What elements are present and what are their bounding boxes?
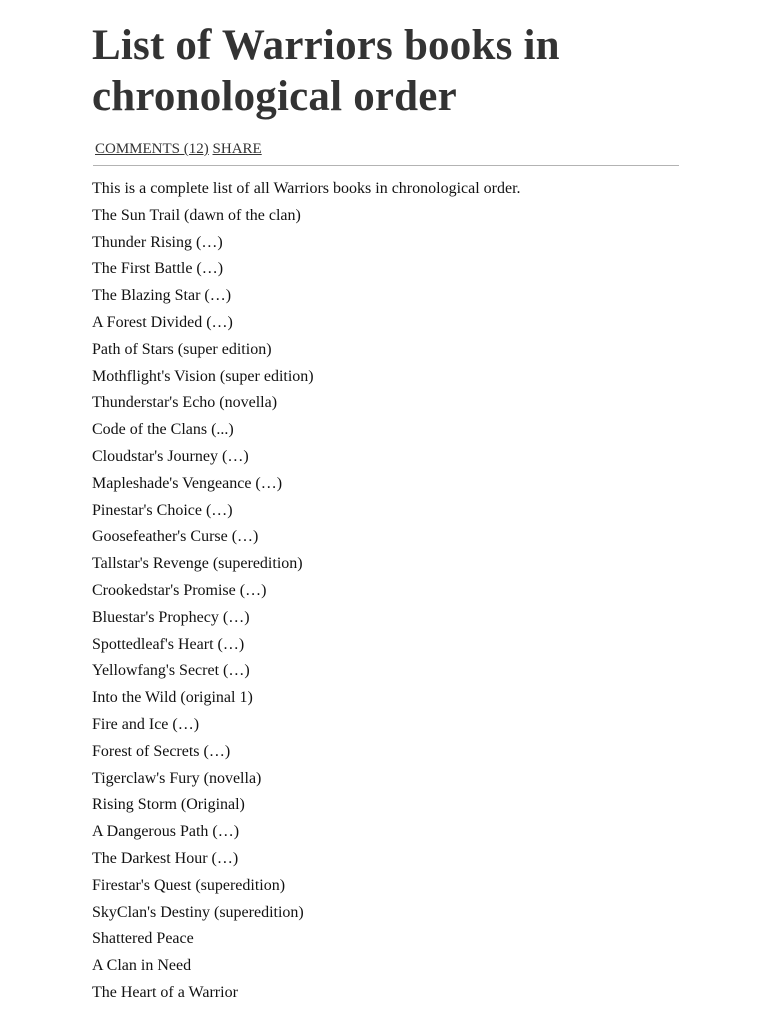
share-link[interactable]: SHARE — [212, 141, 262, 157]
list-item: Bluestar's Prophecy (…) — [92, 608, 250, 626]
article-actions — [95, 139, 680, 159]
list-item: The First Battle (…) — [92, 260, 224, 278]
list-item: Spottedleaf's Heart (…) — [92, 635, 245, 653]
list-item: Tallstar's Revenge (superedition) — [92, 555, 303, 573]
list-item: Thunder Rising (…) — [92, 233, 223, 251]
comments-link[interactable]: COMMENTS (12) — [95, 141, 209, 157]
list-item: Fire and Ice (…) — [92, 715, 200, 733]
list-item: Mothflight's Vision (super edition) — [92, 367, 314, 385]
list-item: The Heart of a Warrior — [92, 983, 238, 1001]
list-item: Shattered Peace — [92, 930, 194, 948]
list-item: Yellowfang's Secret (…) — [92, 662, 250, 680]
list-item: Rising Storm (Original) — [92, 796, 245, 814]
list-item: The Sun Trail (dawn of the clan) — [92, 206, 301, 224]
list-item: Goosefeather's Curse (…) — [92, 528, 259, 546]
article — [92, 0, 680, 1007]
list-item: Tigerclaw's Fury (novella) — [92, 769, 262, 787]
divider — [93, 165, 679, 166]
list-item: Pinestar's Choice (…) — [92, 501, 233, 519]
list-item: A Clan in Need — [92, 957, 192, 975]
list-item: A Dangerous Path (…) — [92, 823, 240, 841]
list-item: The Darkest Hour (…) — [92, 849, 239, 867]
list-item: Thunderstar's Echo (novella) — [92, 394, 278, 412]
list-item: Into the Wild (original 1) — [92, 689, 253, 707]
list-item: Mapleshade's Vengeance (…) — [92, 474, 283, 492]
list-item: Crookedstar's Promise (…) — [92, 581, 267, 599]
list-item: Firestar's Quest (superedition) — [92, 876, 286, 894]
page-title: List of Warriors books in chronological order — [92, 22, 560, 120]
intro-text: This is a complete list of all Warriors books in chronological order. — [92, 180, 521, 197]
list-item: A Forest Divided (…) — [92, 313, 233, 331]
list-item: Forest of Secrets (…) — [92, 742, 231, 760]
book-list — [92, 203, 680, 1007]
list-item: Cloudstar's Journey (…) — [92, 447, 249, 465]
list-item: Path of Stars (super edition) — [92, 340, 272, 358]
list-item: SkyClan's Destiny (superedition) — [92, 903, 304, 921]
list-item: The Blazing Star (…) — [92, 287, 232, 305]
list-item: Code of the Clans (...) — [92, 421, 234, 439]
article-body — [92, 176, 680, 1007]
